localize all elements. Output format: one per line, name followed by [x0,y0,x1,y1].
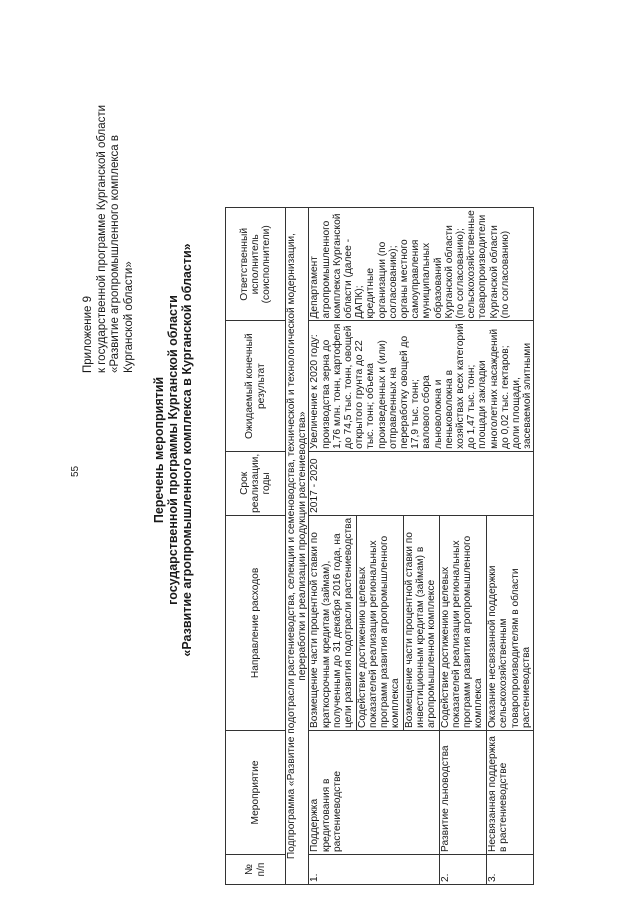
document-title [152,55,194,845]
row-term: 2017 - 2020 [309,451,534,515]
title-line: государственной программы Курганской области [166,295,180,605]
row-direction: Возмещение части процентной ставки по инвестиционным кредитам (займам) в агропромышленном комплексе [404,515,440,730]
row-num: 3. [487,855,534,885]
page-number: 55 [70,465,81,477]
title-line: Перечень мероприятий [152,376,166,524]
header-num: № п/п [226,855,286,885]
row-executor: Департамент агропромышленного комплекса Курганской области (далее - ДАПК); кредитные организации (по согласованию); органы местного самоуправления муниципальных образований Курганской области (по согласованию); сельскохозяйственные товаропроизводители Курганской области (по согласованию) [309,208,534,321]
row-result: Увеличение к 2020 году: производства зерна до 1,76 млн. тонн, картофеля до 74,5 тыс. тонн, овощей открытого грунта до 22 тыс. тонн; объема произведенных и (или) отправленных на переработку овощей до 17,9 тыс. тонн; валового сбора льноволокна и пеньковолокна в хозяйствах всех категорий до 1,47 тыс. тонн; площади закладки многолетних насаждений до 0,02 тыс. гектаров; доли площади, засеваемой элитными [309,321,534,451]
appendix-note [82,105,136,373]
title-line: «Развитие агропромышленного комплекса в Курганской области» [180,243,194,657]
appendix-line: Курганской области» [122,261,135,373]
appendix-line: Приложение 9 [82,295,94,373]
row-num: 1. [309,855,439,885]
appendix-line: к государственной программе Курганской области [95,104,108,373]
activities-table [225,207,534,885]
row-activity: Несвязанная поддержка в растениеводстве [487,731,534,855]
row-direction: Оказание несвязанной поддержки сельскохозяйственным товаропроизводителям в области растениеводства [487,515,534,730]
table-row [309,208,356,885]
header-activity: Мероприятие [226,731,286,855]
subprogram-row [286,208,309,885]
table-header-row [226,208,286,885]
row-activity: Развитие льноводства [439,731,486,855]
row-direction: Возмещение части процентной ставки по краткосрочным кредитам (займам), полученным до 31 декабря 2016 года, на цели развития подотрасли растениеводства [309,515,356,730]
header-direction: Направление расходов [226,515,286,730]
appendix-line: «Развитие агропромышленного комплекса в [109,135,121,373]
row-num: 2. [439,855,486,885]
header-executor: Ответственный исполнитель (соисполнители) [226,208,286,321]
header-result: Ожидаемый конечный результат [226,321,286,451]
subprogram-title: Подпрограмма «Развитие подотрасли растениеводства, селекции и семеноводства, технической и технологической модернизации, переработки и реализации продукции растениеводства» [286,208,309,885]
row-activity: Поддержка кредитования в растениеводстве [309,731,439,855]
row-direction: Содействие достижению целевых показателей реализации региональных программ развития агропромышленного комплекса [356,515,403,730]
row-direction: Содействие достижению целевых показателей реализации региональных программ развития агропромышленного комплекса [439,515,486,730]
header-term: Срок реализации, годы [226,451,286,515]
